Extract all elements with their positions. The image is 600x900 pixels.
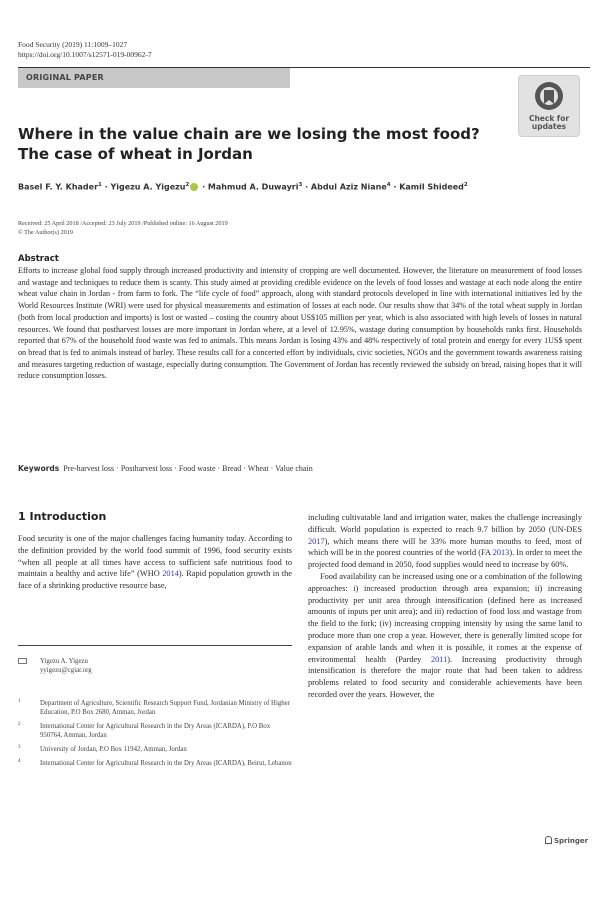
author-affiliation-marker: 2 <box>185 182 190 188</box>
author-affiliation-marker: 4 <box>386 182 391 188</box>
affiliation-number: 4 <box>18 759 21 764</box>
text-run: ), which means there will be 33% more human mouths to feed, most of which will be in the poorest countries of the world (FA <box>308 536 582 558</box>
author-affiliation-marker: 3 <box>298 182 303 188</box>
affiliation-item <box>18 699 292 717</box>
author-name[interactable]: Basel F. Y. Khader <box>18 182 99 192</box>
abstract-text: Efforts to increase global food supply through increased productivity and intensity of cropping are well documented. However, the literature on measurement of food losses and wastage and techniques to reduce them is scanty. This study aimed at providing credible evidence on the levels of food losses and wastage at each node along the entire wheat value chain in Jordan - from farm to fork. The “life cycle of food” approach, along with standard protocols developed in line with international initiatives led by the World Resources Institute (WRI) were used for physical measurements and estimation of losses at each node. Our results show that 34% of the total wheat supply in Jordan (both from local production and imports) is lost or wasted – costing the country about US$105 million per year, which is also associated with high levels of losses in natural resources. We found that postharvest losses are more important in Jordan where, at a level of 12.95%, wastage during consumption by households ranks first. Households reported that 67% of the household food waste was fed to animals. This means Jordan is losing 43% and 48% respectively of total protein and energy for every 1US$ spent on bread that is fed to animals instead of barley. These results call for a concerted effort by individuals, civic societies, NGOs and the government towards awareness raising and measures targeting reduction of wastage, especially during consumption. The Government of Jordan has recently reviewed the subsidy on bread, raising hopes that it will reduce consumption losses. <box>18 266 582 381</box>
footnote-rule <box>18 645 292 646</box>
keywords <box>18 464 313 473</box>
abstract-heading: Abstract <box>18 254 59 264</box>
author-name[interactable]: Mahmud A. Duwayri <box>207 182 299 192</box>
publication-dates <box>18 219 228 237</box>
springer-horse-icon <box>545 836 552 844</box>
check-for-updates-button[interactable] <box>518 75 580 137</box>
crossmark-icon <box>534 81 564 111</box>
author-affiliation-marker: 2 <box>463 182 468 188</box>
affiliation-item <box>18 745 292 754</box>
text-run: including cultivatable land and irrigation water, makes the challenge increasingly difficult. World population is expected to reach 9.7 billion by 2050 (UN-DES <box>308 513 582 534</box>
journal-header <box>18 40 152 60</box>
keywords-list: Pre-harvest loss · Postharvest loss · Food waste · Bread · Wheat · Value chain <box>63 464 313 473</box>
affiliation-number: 2 <box>18 722 21 727</box>
publisher-name: Springer <box>554 837 589 845</box>
affiliation-number: 3 <box>18 745 21 750</box>
contact-name: Yigezu A. Yigezu <box>40 658 88 665</box>
author-list <box>18 179 578 194</box>
author-affiliation-marker: 1 <box>98 182 102 188</box>
orcid-icon[interactable] <box>190 183 198 191</box>
affiliation-text: International Center for Agricultural Research in the Dry Areas (ICARDA), Beirut, Lebanon <box>40 760 292 767</box>
author-name[interactable]: Abdul Aziz Niane <box>310 182 387 192</box>
dates-line: Received: 25 April 2018 /Accepted: 23 July 2019 /Published online: 16 August 2019 <box>18 220 228 227</box>
affiliation-text: University of Jordan, P.O Box 11942, Amman, Jordan <box>40 746 187 753</box>
affiliation-item <box>18 722 292 740</box>
author-separator: · <box>302 182 311 192</box>
envelope-icon <box>18 658 27 664</box>
body-column-right <box>308 512 582 701</box>
affiliation-text: International Center for Agricultural Research in the Dry Areas (ICARDA), P.O Box 950764, Amman, Jordan <box>40 723 271 739</box>
crossmark-label-2: updates <box>531 122 567 131</box>
corresponding-author <box>18 657 292 675</box>
section-heading-introduction: 1 Introduction <box>18 510 107 523</box>
citation-link[interactable]: 2017 <box>308 536 325 546</box>
author-name[interactable]: Yigezu A. Yigezu <box>110 182 186 192</box>
doi-link[interactable]: https://doi.org/10.1007/s12571-019-00962-7 <box>18 50 152 59</box>
affiliation-text: Department of Agriculture, Scientific Research Support Fund, Jordanian Ministry of Higher Education, P.O Box 2680, Amman, Jordan <box>40 700 290 716</box>
text-run: Food security is one of the major challenges facing humanity today. According to the definition provided by the world food summit of 1996, food security exists “when all people at all times have access to sufficient safe nutritious food to maintain a healthy and active life” (WHO <box>18 534 292 579</box>
text-run: ). In order to meet the projected food demand in 2050, food supplies would need to increase by 60%. <box>308 548 582 570</box>
affiliations <box>18 699 292 773</box>
paragraph <box>18 533 292 592</box>
copyright-line: © The Author(s) 2019 <box>18 229 73 236</box>
publisher-logo <box>545 836 588 845</box>
contact-email[interactable]: yyigezu@cgiar.org <box>40 667 92 674</box>
paper-type-label: ORIGINAL PAPER <box>26 73 104 82</box>
author-name[interactable]: Kamil Shideed <box>399 182 464 192</box>
paragraph <box>308 512 582 571</box>
author-separator: · <box>199 182 208 192</box>
author-separator: · <box>390 182 400 192</box>
citation-link[interactable]: 2011 <box>430 654 448 664</box>
affiliation-number: 1 <box>18 699 21 704</box>
text-run: ). Increasing productivity through intensification is therefore the major route that had been taken to address problems related to food security and considerable achievements have been recorded over the years. However, the <box>308 654 582 699</box>
paper-title: Where in the value chain are we losing the most food? The case of wheat in Jordan <box>18 125 480 163</box>
paper-type-banner <box>18 68 290 88</box>
keywords-label: Keywords <box>18 464 60 473</box>
text-run: Food availability can be increased using one or a combination of the following approaches: i) increased production through area expansion; ii) increasing productivity per unit area through intensification (defined here as increased amounts of inputs per unit area); and iii) reduction of food loss and wastage from the field to the fork; (iv) increasing cropping intensity by using the same land to produce more than one crop a year. However, there is generally limited scope for expansion of arable lands and when it is possible, it comes at the expense of environmental health (Pardey <box>308 571 582 664</box>
citation-link[interactable]: 2013 <box>492 548 510 558</box>
citation-link[interactable]: 2014 <box>162 569 179 579</box>
text-run: ). Rapid population growth in the face of a shrinking productive resource base, <box>18 569 292 591</box>
crossmark-label-1: Check for <box>528 114 570 123</box>
paragraph <box>308 571 582 701</box>
body-column-left <box>18 533 292 592</box>
author-separator: · <box>101 182 111 192</box>
journal-citation: Food Security (2019) 11:1009–1027 <box>18 40 128 49</box>
affiliation-item <box>18 759 292 768</box>
